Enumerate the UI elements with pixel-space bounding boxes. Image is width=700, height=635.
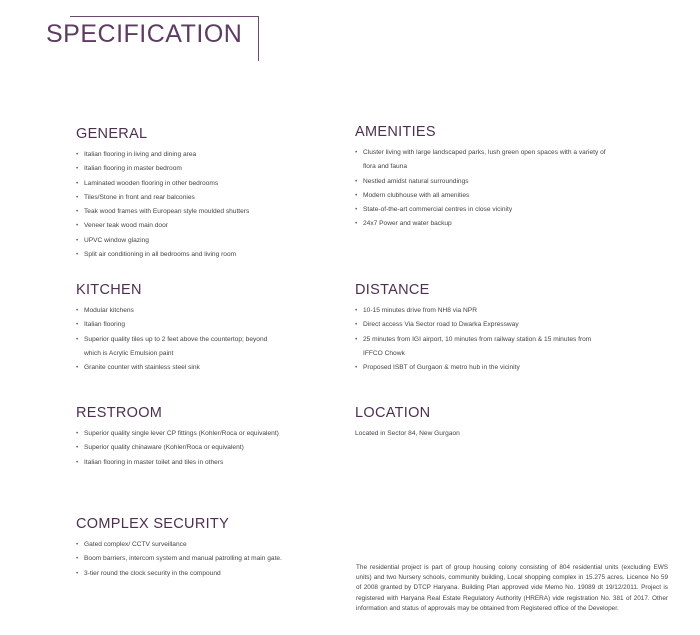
kitchen-list xyxy=(76,304,267,375)
page-title: SPECIFICATION xyxy=(46,20,246,49)
list-item: • Italian flooring in master toilet and tiles in others xyxy=(76,456,279,470)
list-item-line: flora and fauna xyxy=(363,163,407,171)
list-item-line: Superior quality tiles up to 2 feet above the countertop; beyond xyxy=(84,335,268,343)
list-item xyxy=(76,333,267,362)
section-complex-security xyxy=(76,516,282,581)
list-item: • Tiles/Stone in front and rear balconies xyxy=(76,191,249,205)
section-distance xyxy=(355,282,591,375)
list-item: • 3-tier round the clock security in the compound xyxy=(76,567,282,581)
list-item: • Granite counter with stainless steel sink xyxy=(76,361,267,375)
list-item: • Veneer teak wood main door xyxy=(76,219,249,233)
section-heading-location: LOCATION xyxy=(355,405,431,421)
section-location xyxy=(355,405,460,441)
list-item: • Italian flooring in living and dining area xyxy=(76,148,249,162)
list-item: • 10-15 minutes drive from NH8 via NPR xyxy=(355,304,591,318)
section-restroom xyxy=(76,405,279,470)
section-general xyxy=(76,126,249,262)
section-heading-security: COMPLEX SECURITY xyxy=(76,516,230,532)
section-amenities xyxy=(355,124,606,232)
list-item: • Laminated wooden flooring in other bedrooms xyxy=(76,177,249,191)
amenities-list xyxy=(355,146,606,232)
list-item: • Superior quality single lever CP fittings (Kohler/Roca or equivalent) xyxy=(76,427,279,441)
list-item: • 24x7 Power and water backup xyxy=(355,217,606,231)
security-list xyxy=(76,538,282,581)
list-item-line: IFFCO Chowk xyxy=(363,349,405,357)
list-item: • Gated complex/ CCTV surveillance xyxy=(76,538,282,552)
list-item-line: which is Acrylic Emulsion paint xyxy=(84,349,174,357)
list-item: • Direct access Via Sector road to Dwarka Expressway xyxy=(355,318,591,332)
list-item: • UPVC window glazing xyxy=(76,234,249,248)
list-item: • Modern clubhouse with all amenities xyxy=(355,189,606,203)
restroom-list xyxy=(76,427,279,470)
regulatory-note: The residential project is part of group housing colony consisting of 804 residential units (excluding EWS units) and two Nursery schools, community building, Local shopping complex in 15.275 acres. Licence No 59 of 2008 granted by DTCP Haryana. Building Plan approved vide Memo No. 19089 dt 19/12/2011. Project is registered with Haryana Real Estate Regulatory Authority (HRERA) vide registration No. 381 of 2017. Other information and status of approvals may be obtained from Registered office of the Developer. xyxy=(356,564,668,612)
list-item: • Nestled amidst natural surroundings xyxy=(355,175,606,189)
section-heading-distance: DISTANCE xyxy=(355,282,430,298)
general-list xyxy=(76,148,249,262)
section-heading-general: GENERAL xyxy=(76,126,148,142)
section-heading-restroom: RESTROOM xyxy=(76,405,163,421)
list-item: • Proposed ISBT of Gurgaon & metro hub in the vicinity xyxy=(355,361,591,375)
list-item: • Superior quality chinaware (Kohler/Roca or equivalent) xyxy=(76,441,279,455)
list-item: • Modular kitchens xyxy=(76,304,267,318)
section-kitchen xyxy=(76,282,267,375)
list-item: • Teak wood frames with European style moulded shutters xyxy=(76,205,249,219)
location-text: Located in Sector 84, New Gurgaon xyxy=(355,430,460,437)
section-heading-kitchen: KITCHEN xyxy=(76,282,142,298)
list-item: • State-of-the-art commercial centres in close vicinity xyxy=(355,203,606,217)
list-item: • Italian flooring xyxy=(76,318,267,332)
distance-list xyxy=(355,304,591,375)
list-item xyxy=(355,333,591,362)
list-item xyxy=(355,146,606,175)
list-item: • Italian flooring in master bedroom xyxy=(76,162,249,176)
list-item: • Boom barriers, intercom system and manual patrolling at main gate. xyxy=(76,552,282,566)
list-item-line: Cluster living with large landscaped parks, lush green open spaces with a variety of xyxy=(363,149,606,156)
list-item: • Split air conditioning in all bedrooms and living room xyxy=(76,248,249,262)
section-heading-amenities: AMENITIES xyxy=(355,124,436,140)
list-item-line: 25 minutes from IGI airport, 10 minutes from railway station & 15 minutes from xyxy=(363,335,592,343)
